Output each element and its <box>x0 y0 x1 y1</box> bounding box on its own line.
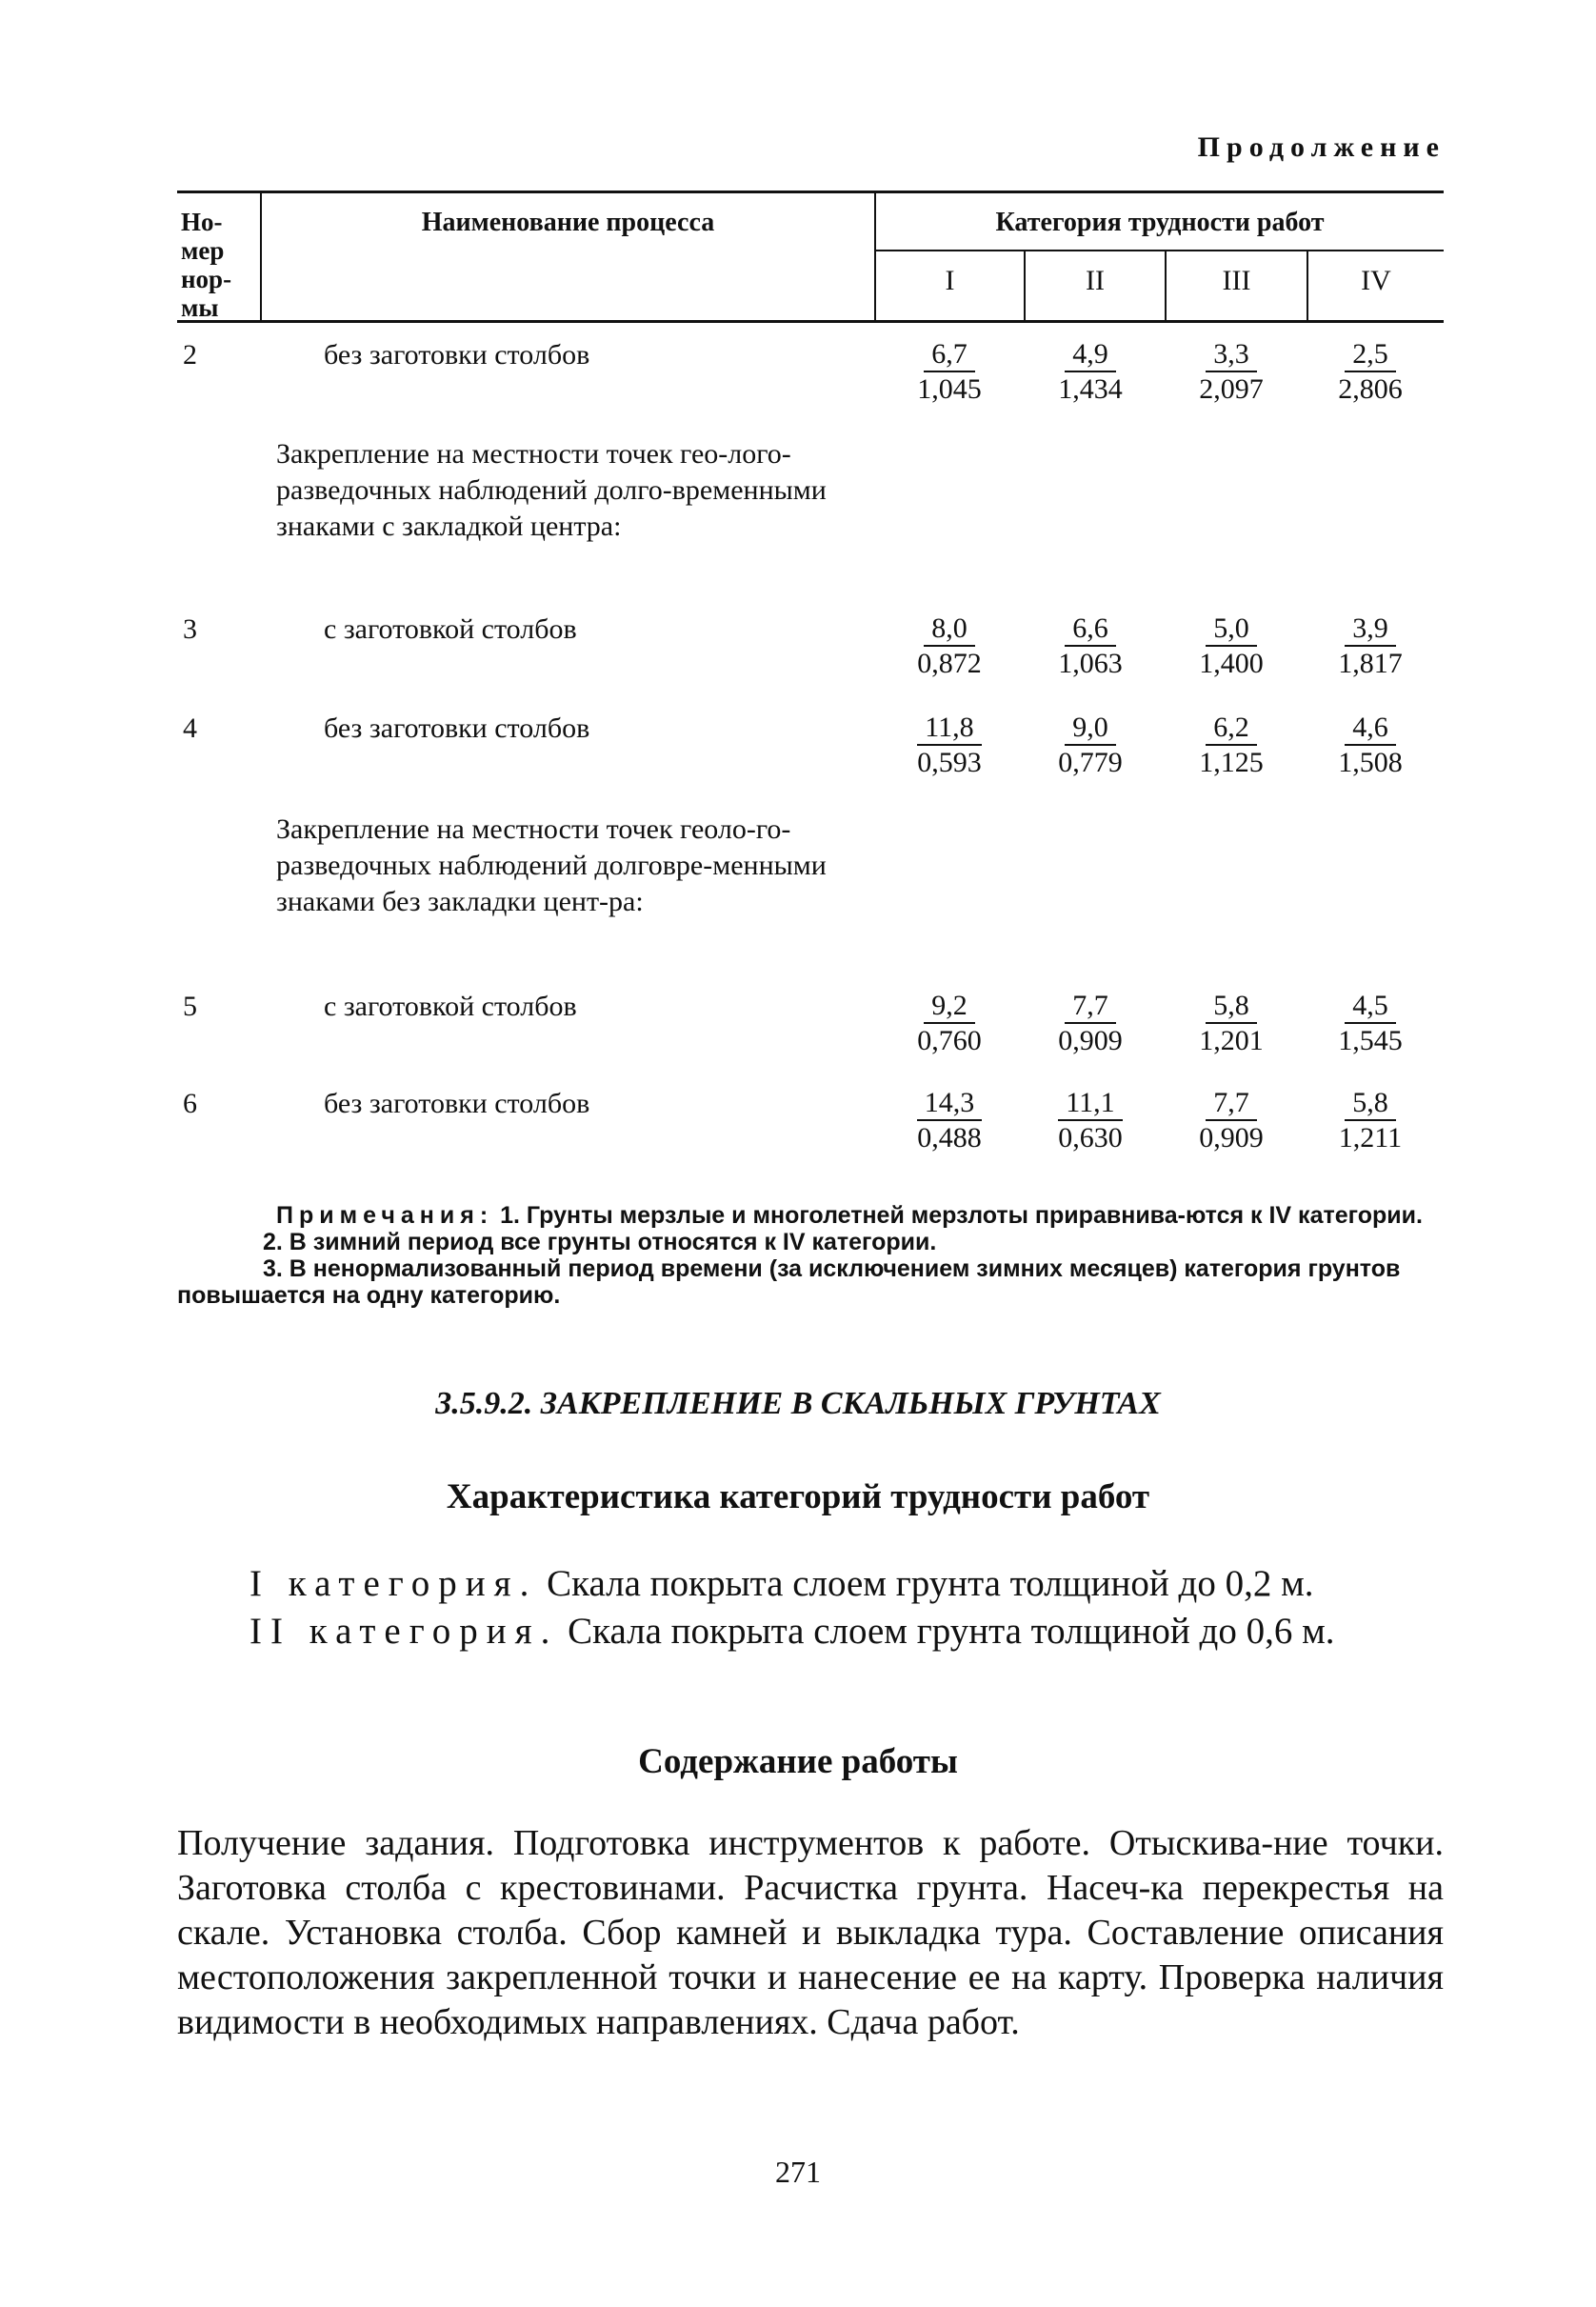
process-name: с заготовкой столбов <box>324 991 577 1022</box>
value-cell: $\frac{9,2}{0,760}$ <box>917 990 982 1056</box>
value-cell: $\frac{4,5}{1,545}$ <box>1338 990 1403 1056</box>
process-name: с заготовкой столбов <box>324 613 577 645</box>
content-paragraph: Получение задания. Подготовка инструментов к работе. Отыскива-ние точки. Заготовка столба с крестовинами. Расчистка грунта. Насеч-ка перекрестья на скале. Установка столба. Сбор камней и выкладка тура. Составление описания местоположения закрепленной точки и нанесение ее на карту. Проверка наличия видимости в необходимых направлениях. Сдача работ. <box>177 1823 1444 2042</box>
value-cell: $\frac{6,6}{1,063}$ <box>1058 612 1123 679</box>
column-header-number: Но-мер нор-мы <box>181 208 232 322</box>
row-number: 4 <box>183 712 197 744</box>
content-title: Содержание работы <box>638 1742 958 1781</box>
row-number: 2 <box>183 339 197 371</box>
column-header-category-4: IV <box>1361 265 1391 296</box>
value-cell: $\frac{9,0}{0,779}$ <box>1058 712 1123 778</box>
value-cell: $\frac{8,0}{0,872}$ <box>917 612 982 679</box>
table-top-rule <box>177 191 1444 193</box>
subsection-title: Характеристика категорий трудности работ <box>446 1477 1150 1516</box>
note-1 <box>177 1202 1444 1229</box>
category-split-rule <box>874 250 1444 251</box>
notes-block <box>177 1202 1444 1309</box>
value-cell: $\frac{5,8}{1,211}$ <box>1338 1087 1403 1154</box>
column-header-category-1: I <box>945 265 955 296</box>
value-cell: $\frac{11,1}{0,630}$ <box>1058 1087 1123 1154</box>
continuation-label: Продолжение <box>1197 131 1446 163</box>
process-name: без заготовки столбов <box>324 1088 590 1119</box>
row-number: 3 <box>183 613 197 645</box>
value-cell: $\frac{4,6}{1,508}$ <box>1338 712 1403 778</box>
value-cell: $\frac{5,0}{1,400}$ <box>1199 612 1264 679</box>
process-name: без заготовки столбов <box>324 712 590 744</box>
group-heading-without-center: Закрепление на местности точек геоло-го-разведочных наблюдений долговре-менными знаками без закладки цент-ра: <box>276 813 827 917</box>
category-2-label: II категория. <box>249 1611 559 1652</box>
note-3: 3. В ненормализованный период времени (за исключением зимних месяцев) категория грунтов повышается на одну категорию. <box>177 1255 1401 1309</box>
row-number: 6 <box>183 1088 197 1119</box>
value-cell: $\frac{4,9}{1,434}$ <box>1058 338 1123 405</box>
value-cell: $\frac{7,7}{0,909}$ <box>1199 1087 1264 1154</box>
note-2: 2. В зимний период все грунты относятся к IV категории. <box>263 1229 937 1255</box>
value-cell: $\frac{11,8}{0,593}$ <box>917 712 982 778</box>
note-1-text: 1. Грунты мерзлые и многолетней мерзлоты приравнива-ются к IV категории. <box>500 1202 1423 1229</box>
notes-label: Примечания: <box>276 1202 494 1229</box>
table-header-bottom-rule <box>177 320 1444 323</box>
section-title: 3.5.9.2. ЗАКРЕПЛЕНИЕ В СКАЛЬНЫХ ГРУНТАХ <box>435 1386 1161 1421</box>
category-2-text: Скала покрыта слоем грунта толщиной до 0,6 м. <box>568 1611 1335 1652</box>
group-heading-with-center: Закрепление на местности точек гео-лого-разведочных наблюдений долго-временными знаками с закладкой центра: <box>276 438 827 542</box>
page-number: 271 <box>775 2155 821 2189</box>
value-cell: $\frac{7,7}{0,909}$ <box>1058 990 1123 1056</box>
value-cell: $\frac{3,9}{1,817}$ <box>1338 612 1403 679</box>
value-cell: $\frac{5,8}{1,201}$ <box>1199 990 1264 1056</box>
value-cell: $\frac{3,3}{2,097}$ <box>1199 338 1264 405</box>
column-header-process: Наименование процесса <box>421 208 715 237</box>
category-1-label: I категория. <box>249 1563 538 1604</box>
process-name: без заготовки столбов <box>324 339 590 371</box>
column-header-category-3: III <box>1222 265 1251 296</box>
category-1-line <box>249 1562 1314 1605</box>
category-2-line <box>249 1610 1335 1653</box>
value-cell: $\frac{2,5}{2,806}$ <box>1338 338 1403 405</box>
value-cell: $\frac{6,2}{1,125}$ <box>1199 712 1264 778</box>
category-1-text: Скала покрыта слоем грунта толщиной до 0,2 м. <box>547 1563 1314 1604</box>
value-cell: $\frac{6,7}{1,045}$ <box>917 338 982 405</box>
value-cell: $\frac{14,3}{0,488}$ <box>917 1087 982 1154</box>
row-number: 5 <box>183 991 197 1022</box>
column-header-category-2: II <box>1086 265 1105 296</box>
column-header-category-group: Категория трудности работ <box>995 208 1325 237</box>
